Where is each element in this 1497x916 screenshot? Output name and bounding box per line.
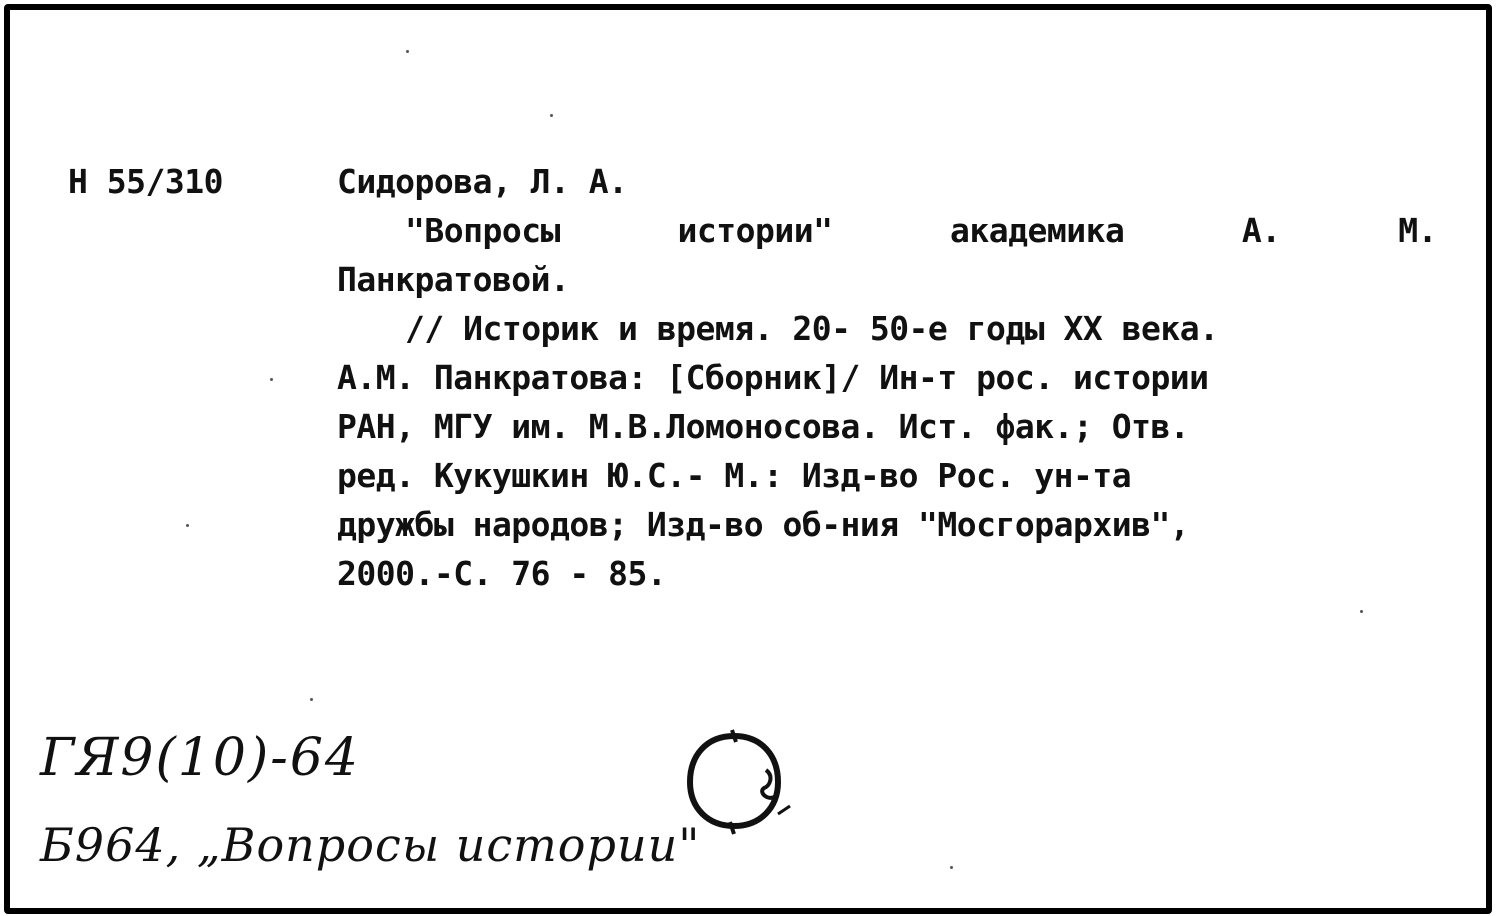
bibliographic-entry: [337, 157, 1437, 598]
catalog-card: [4, 4, 1492, 914]
paper-speck: [550, 114, 553, 117]
paper-speck: [950, 866, 953, 869]
source-line: ред. Кукушкин Ю.С.- М.: Изд-во Рос. ун-та: [337, 456, 1132, 495]
paper-speck: [406, 50, 409, 53]
shelfmark: Н 55/310: [68, 162, 223, 201]
paper-speck: [1360, 610, 1363, 613]
title-word: истории": [677, 211, 833, 250]
paper-speck: [270, 378, 273, 381]
handwritten-classification: ГЯ9(10)-64: [40, 728, 360, 788]
source-line: // Историк и время. 20- 50-е годы XX века.: [405, 309, 1219, 348]
paper-speck: [186, 524, 189, 527]
source-line: дружбы народов; Изд-во об-ния "Мосгорархив",: [337, 505, 1190, 544]
library-stamp-icon: [674, 722, 794, 842]
handwritten-note: Б964, „Вопросы истории": [40, 818, 701, 872]
source-line: А.М. Панкратова: [Сборник]/ Ин-т рос. истории: [337, 358, 1209, 397]
author-line: Сидорова, Л. А.: [337, 162, 628, 201]
source-line: 2000.-С. 76 - 85.: [337, 554, 667, 593]
title-word: академика: [950, 211, 1125, 250]
title-word: А.: [1241, 211, 1281, 250]
paper-speck: [310, 698, 313, 701]
title-word: М.: [1398, 211, 1437, 250]
title-line-1: [337, 206, 1437, 255]
source-line: РАН, МГУ им. М.В.Ломоносова. Ист. фак.; Отв.: [337, 407, 1190, 446]
title-line-2: Панкратовой.: [337, 260, 570, 299]
title-word: "Вопросы: [405, 211, 560, 250]
